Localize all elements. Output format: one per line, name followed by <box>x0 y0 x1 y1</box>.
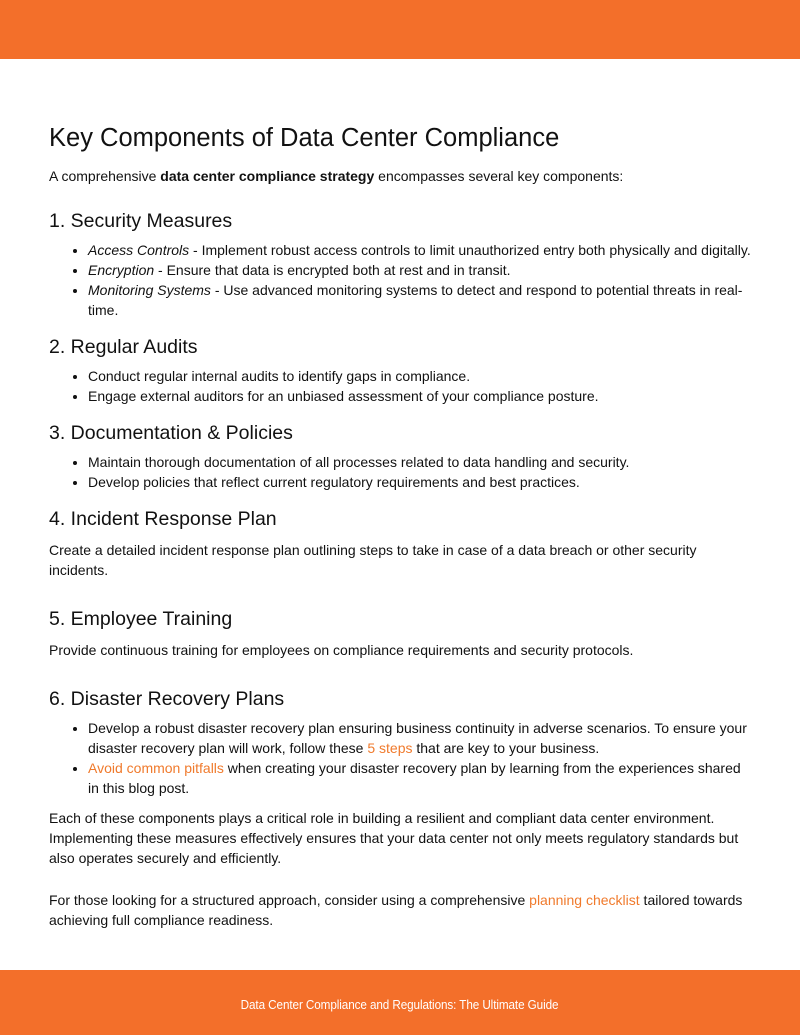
section-title-training: 5. Employee Training <box>49 608 233 630</box>
footer-bar <box>0 970 800 1035</box>
five-steps-link[interactable]: 5 steps <box>367 740 413 756</box>
intro-text-before: A comprehensive <box>49 168 161 184</box>
section-security-measures <box>49 208 754 320</box>
audits-list <box>49 366 754 406</box>
intro-paragraph <box>49 166 754 186</box>
list-item-text: that are key to your business. <box>412 740 600 756</box>
planning-checklist-link[interactable]: planning checklist <box>529 892 640 908</box>
term-access-controls: Access Controls <box>88 242 190 258</box>
section-regular-audits <box>49 334 754 406</box>
header-bar <box>0 0 800 59</box>
list-item <box>88 240 754 260</box>
list-item: • Develop policies that reflect current regulatory requirements and best practices. <box>88 472 754 492</box>
incident-paragraph: Create a detailed incident response plan outlining steps to take in case of a data breach or other security incidents. <box>49 542 697 578</box>
closing-text-after: tailored towards achieving full compliance readiness. <box>49 892 743 928</box>
section-documentation-policies <box>49 420 754 492</box>
list-item <box>88 260 754 280</box>
list-item: • Maintain thorough documentation of all processes related to data handling and security. <box>88 452 754 472</box>
term-monitoring-systems: Monitoring Systems <box>88 282 211 298</box>
section-title-security: 1. Security Measures <box>49 210 233 232</box>
list-item-text: when creating your disaster recovery plan by learning from the experiences shared in this blog post. <box>88 760 741 796</box>
documentation-list <box>49 452 754 492</box>
list-item <box>88 758 754 798</box>
footer-title: Data Center Compliance and Regulations: The Ultimate Guide <box>241 997 559 1012</box>
article-content <box>49 122 754 930</box>
section-incident-response <box>49 506 754 580</box>
summary-paragraph: Each of these components plays a critical role in building a resilient and compliant data center environment. Implementing these measures effectively ensures that your data center not only meets regulatory standards but also operates securely and efficiently. <box>49 810 739 866</box>
section-title-documentation: 3. Documentation & Policies <box>49 422 293 444</box>
security-list <box>49 240 754 320</box>
recovery-list <box>49 718 754 798</box>
list-item-text: - Ensure that data is encrypted both at rest and in transit. <box>154 262 511 278</box>
section-disaster-recovery <box>49 686 754 798</box>
intro-bold-text: data center compliance strategy <box>160 168 375 184</box>
closing-text-before: For those looking for a structured approach, consider using a comprehensive <box>49 892 530 908</box>
list-item <box>88 718 754 758</box>
section-title-audits: 2. Regular Audits <box>49 336 198 358</box>
list-item: • Conduct regular internal audits to identify gaps in compliance. <box>88 366 754 386</box>
avoid-pitfalls-link[interactable]: Avoid common pitfalls <box>88 760 224 776</box>
term-encryption: Encryption <box>88 262 155 278</box>
list-item-text: - Use advanced monitoring systems to detect and respond to potential threats in real-time. <box>88 282 743 318</box>
section-employee-training <box>49 606 754 660</box>
list-item-text: - Implement robust access controls to limit unauthorized entry both physically and digitally. <box>189 242 751 258</box>
list-item <box>88 280 754 320</box>
list-item-text: Develop a robust disaster recovery plan ensuring business continuity in adverse scenarios. To ensure your disaster recovery plan will work, follow these <box>88 720 747 756</box>
list-item: • Engage external auditors for an unbiased assessment of your compliance posture. <box>88 386 754 406</box>
section-title-recovery: 6. Disaster Recovery Plans <box>49 688 285 710</box>
closing-paragraph <box>49 890 754 930</box>
page-title: Key Components of Data Center Compliance <box>49 124 560 152</box>
intro-text-after: encompasses several key components: <box>374 168 624 184</box>
training-paragraph: Provide continuous training for employees on compliance requirements and security protocols. <box>49 642 634 658</box>
section-title-incident: 4. Incident Response Plan <box>49 508 277 530</box>
